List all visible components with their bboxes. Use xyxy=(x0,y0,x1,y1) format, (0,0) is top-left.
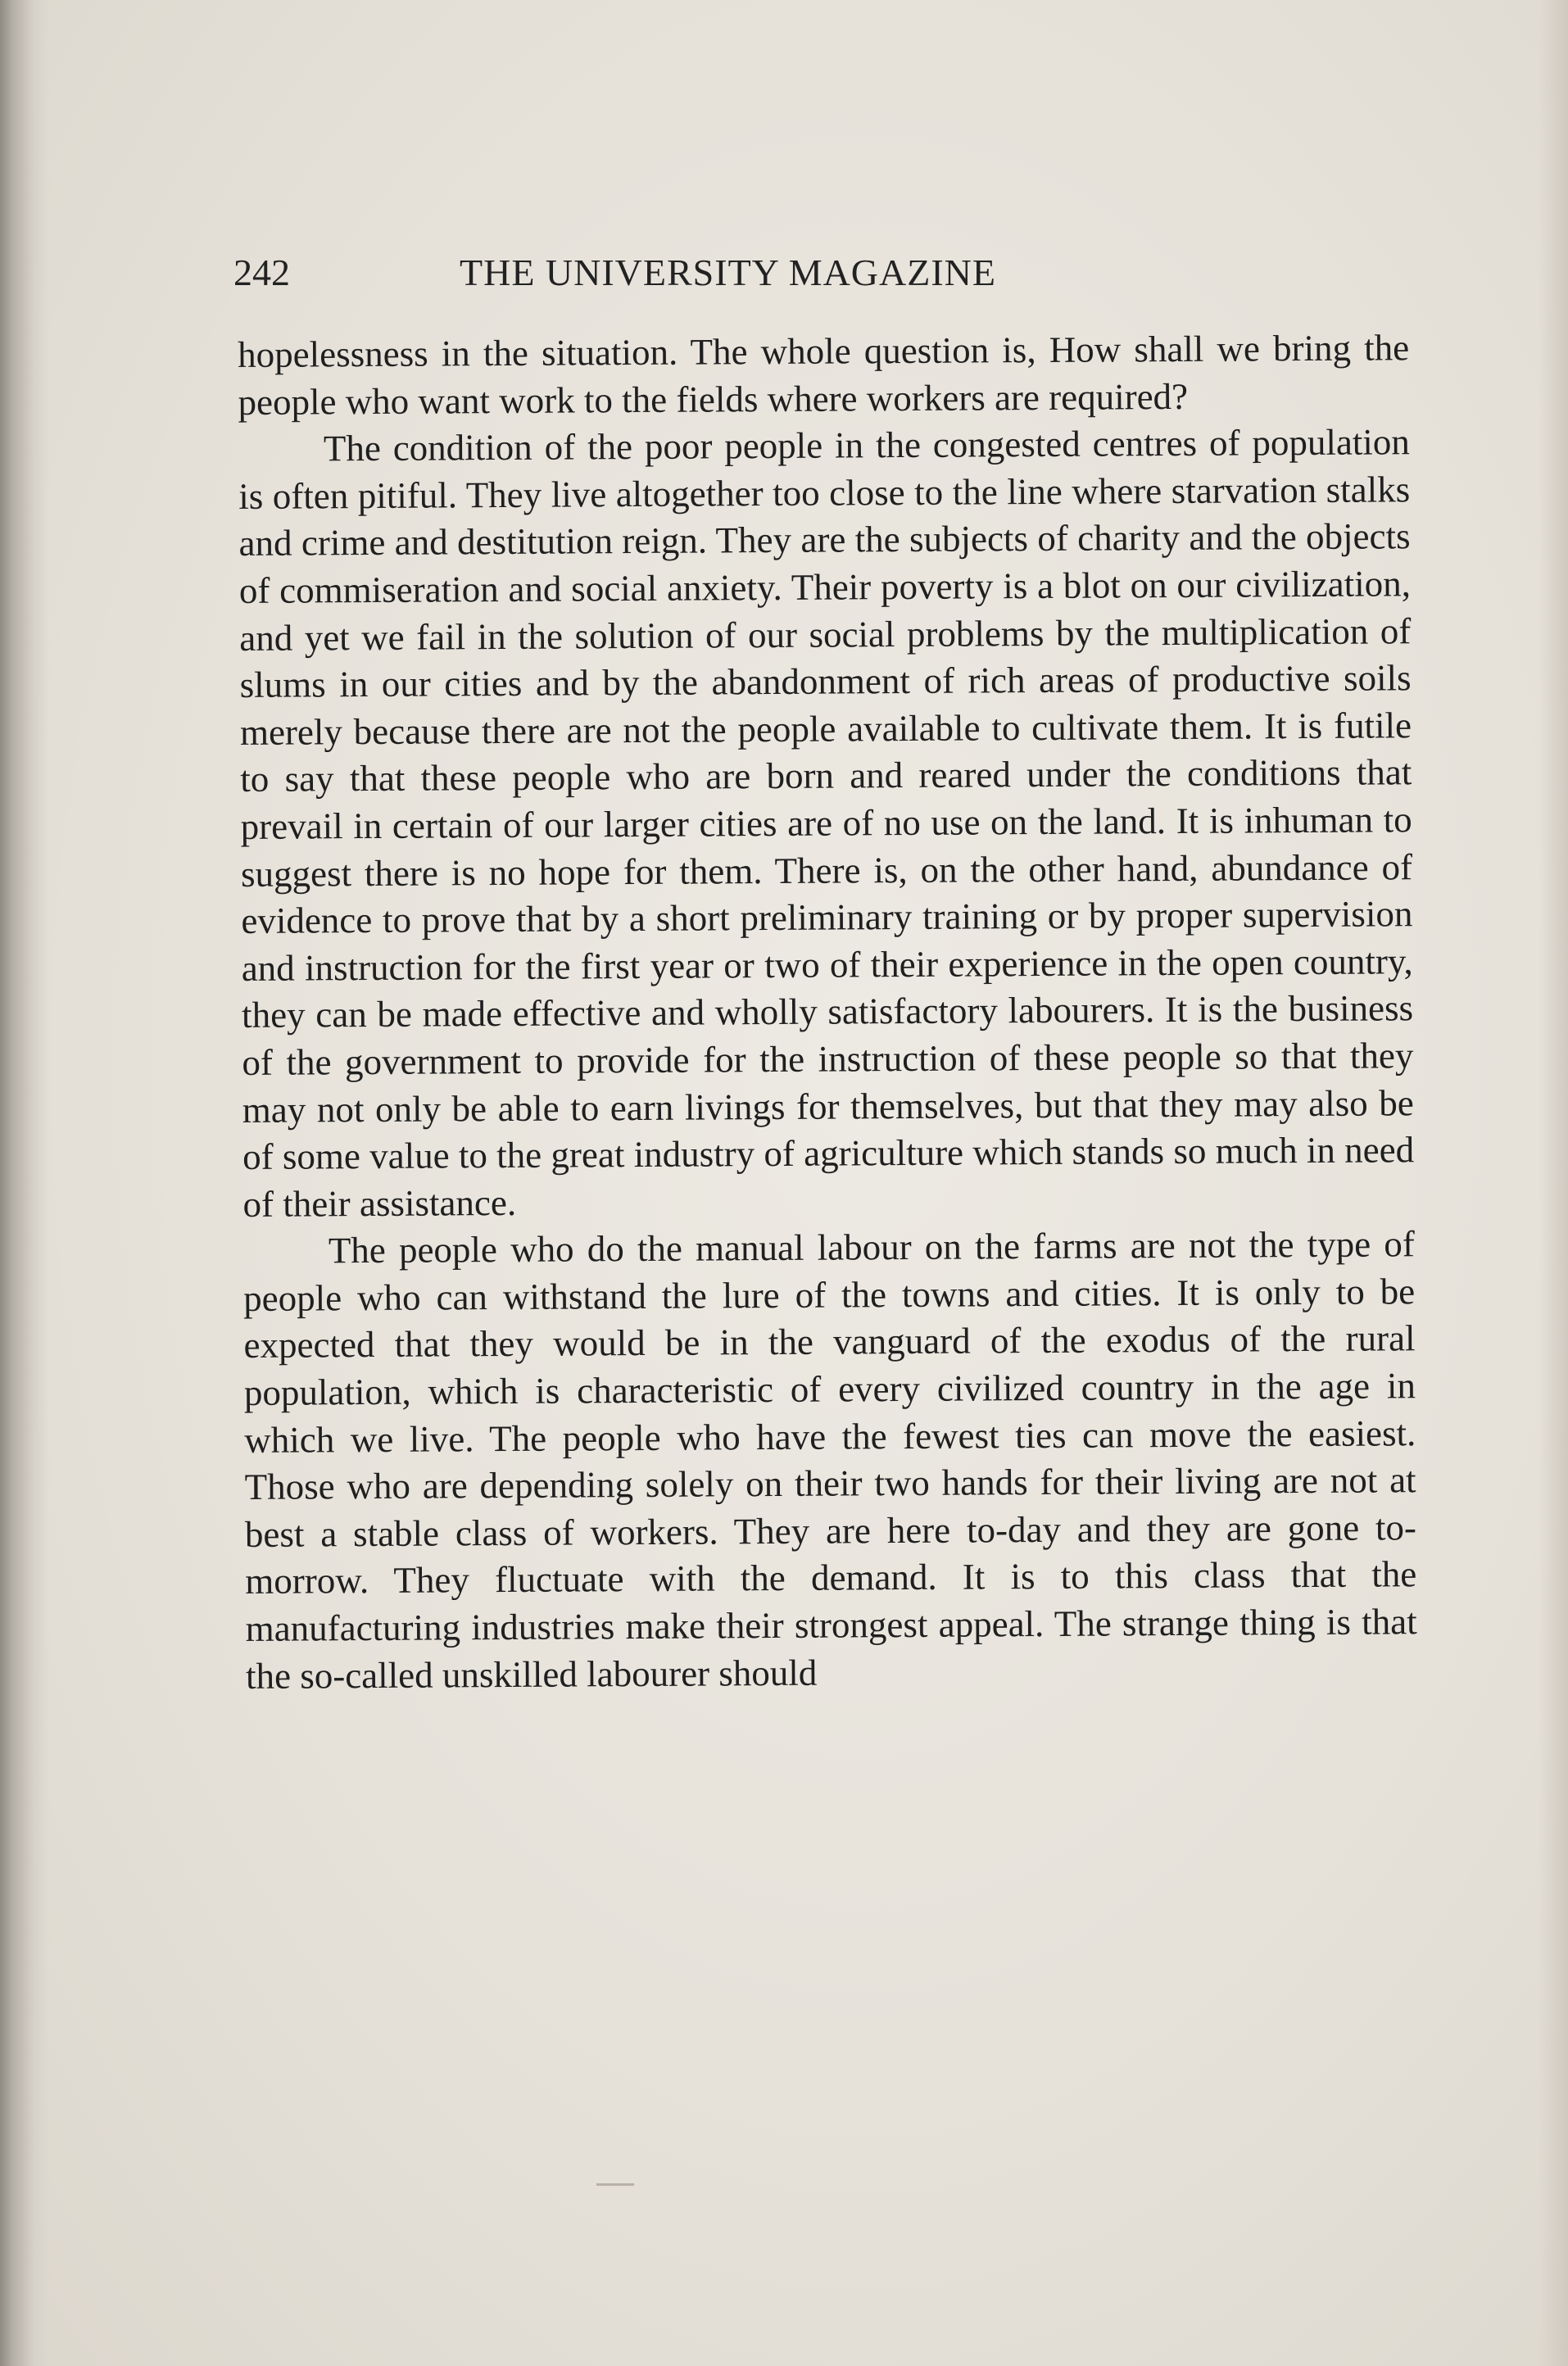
running-title: THE UNIVERSITY MAGAZINE xyxy=(460,252,996,293)
binding-shadow xyxy=(0,0,49,2366)
paragraph: The condition of the poor people in the congested centres of population is often pitiful. They live altogether too close to the line where starvation stalks and crime and destitution reign. They are the subjects of charity and the objects of commiseration and social anxiety. Their poverty is a blot on our civilization, and yet we fail in the solution of our social problems by the multiplication of slums in our cities and by the abandonment of rich areas of productive soils merely because there are not the people available to cultivate them. It is futile to say that these people who are born and reared under the conditions that prevail in certain of our larger cities are of no use on the land. It is inhuman to suggest there is no hope for them. There is, on the other hand, abundance of evidence to prove that by a short preliminary training or by proper supervision and instruction for the first year or two of their experience in the open country, they can be made effective and wholly satisfactory labourers. It is the business of the government to provide for the instruction of these people so that they may not only be able to earn livings for themselves, but that they may also be of some value to the great industry of agriculture which stands so much in need of their assistance. xyxy=(238,421,1415,1225)
page-mark xyxy=(596,2183,634,2186)
page-number: 242 xyxy=(233,252,290,293)
paragraph-continuation: hopelessness in the situation. The whole question is, How shall we bring the people who want work to the fields where workers are required? xyxy=(238,327,1410,423)
running-head xyxy=(233,251,1126,300)
page-edge xyxy=(1539,0,1568,2366)
body-text xyxy=(238,324,1417,1700)
paragraph: The people who do the manual labour on the farms are not the type of people who can withstand the lure of the towns and cities. It is only to be expected that they would be in the vanguard of the exodus of the rural population, which is characteristic of every civilized country in the age in which we live. The people who have the fewest ties can move the easiest. Those who are depending solely on their two hands for their living are not at best a stable class of workers. They are here to-day and they are gone to-morrow. They fluctuate with the demand. It is to this class that the manufacturing industries make their strongest appeal. The strange thing is that the so-called unskilled labourer should xyxy=(243,1223,1417,1697)
